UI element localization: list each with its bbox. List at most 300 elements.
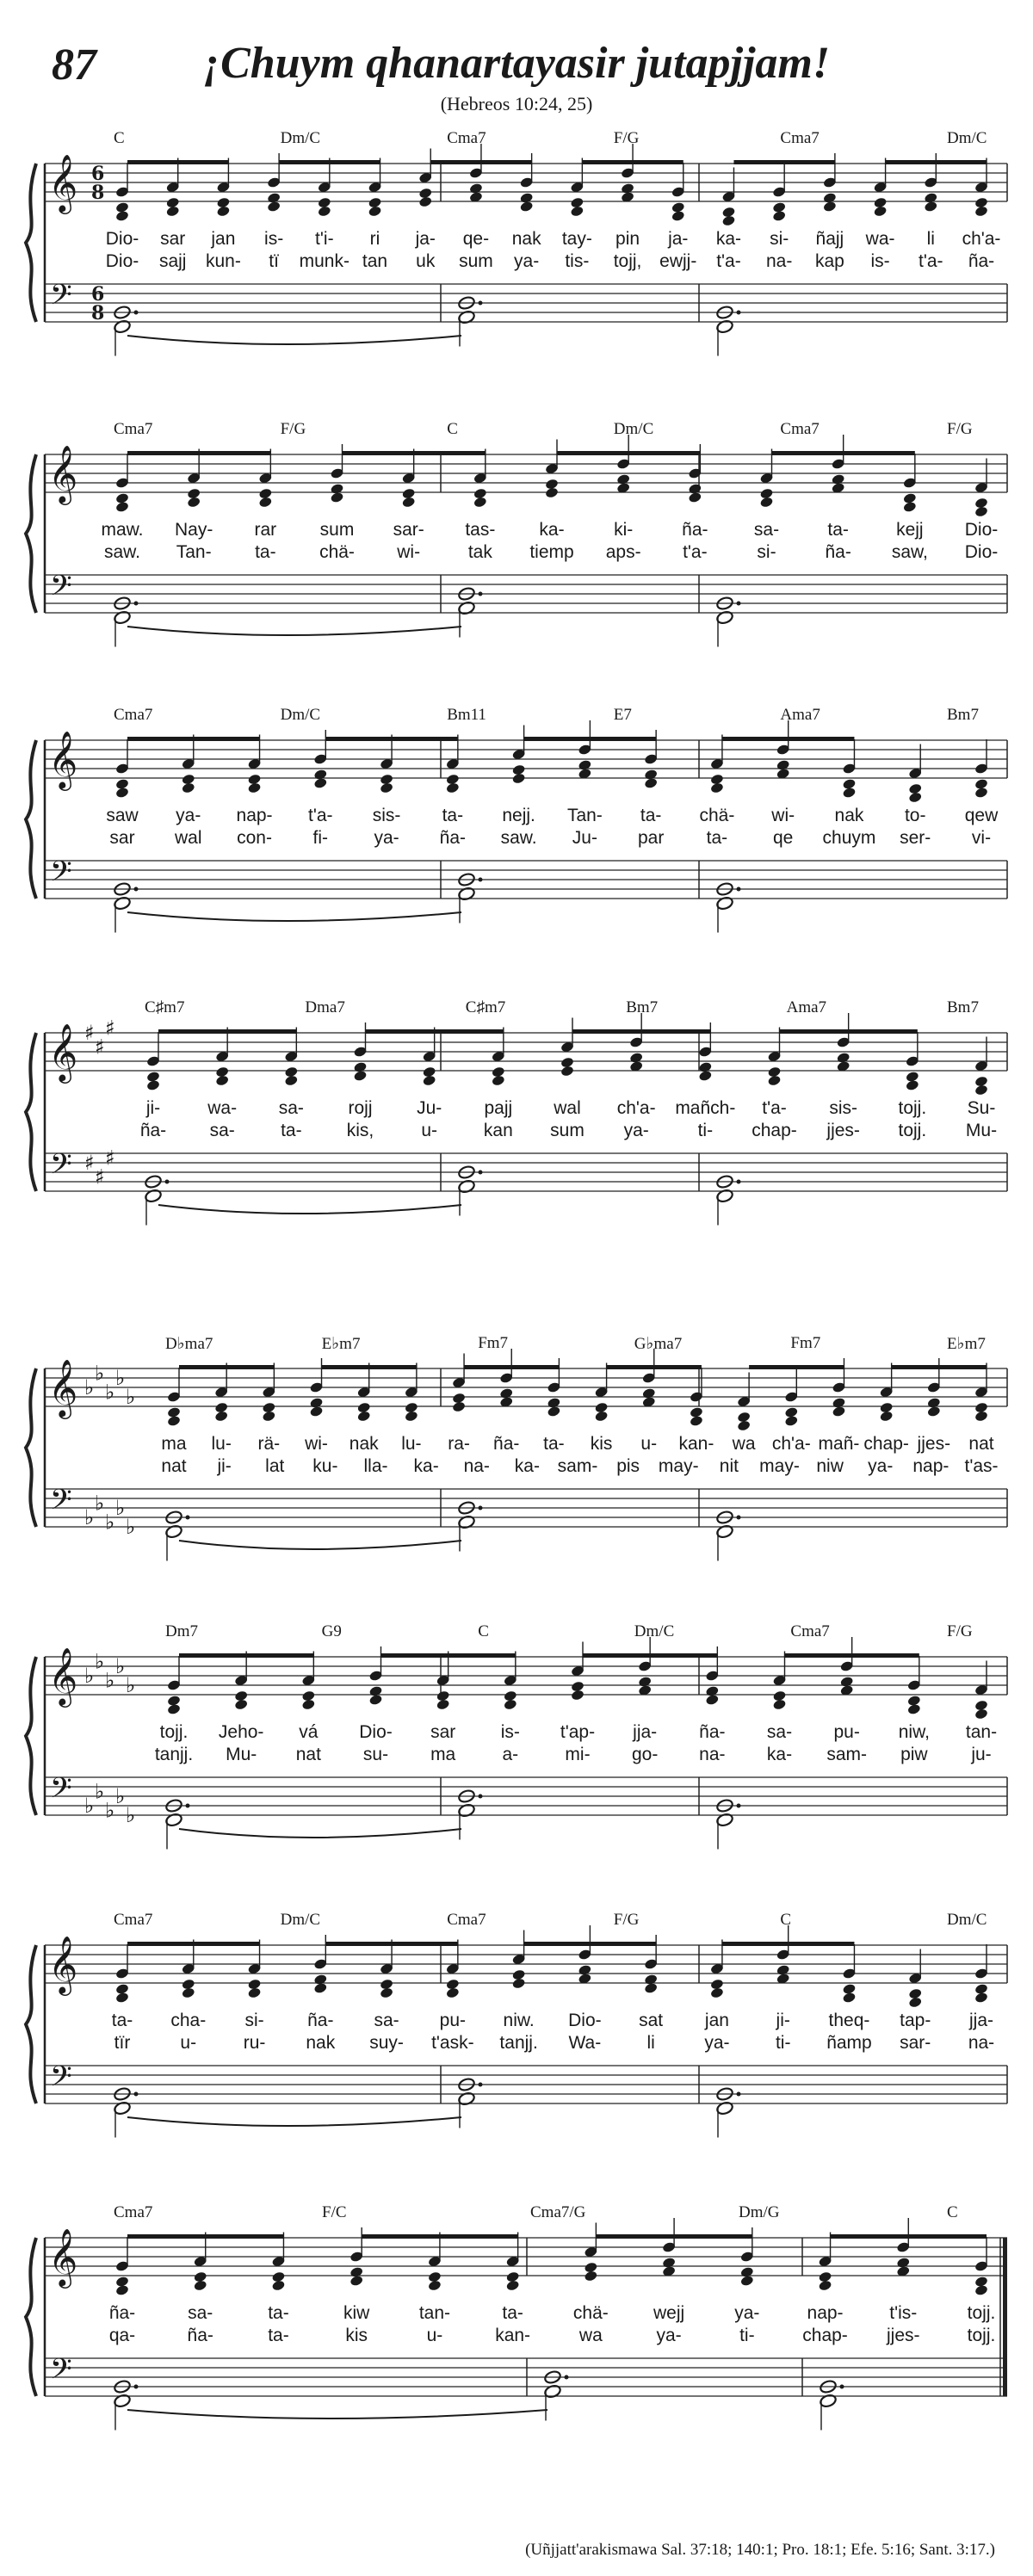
lyrics-verse-2: [45, 2326, 1007, 2351]
lyric-syllable: tojj,: [613, 251, 642, 271]
footnote: (Uñjjatt'arakismawa Sal. 37:18; 140:1; Pro. 18:1; Efe. 5:16; Sant. 3:17.): [525, 2541, 995, 2559]
music-system: [45, 998, 1007, 1214]
lyric-syllable: wa: [578, 2326, 603, 2345]
harmony-note: [879, 1410, 894, 1422]
lyric-syllable: wal: [554, 1098, 581, 1118]
lyrics-verse-2: [45, 1745, 1007, 1770]
lyric-syllable: ta-: [111, 2011, 133, 2030]
lyric-syllable: nat: [968, 1434, 994, 1454]
chord-symbol: F/G: [947, 1622, 973, 1640]
lyric-syllable: saw,: [891, 542, 928, 562]
chord-symbol: Cma7: [447, 1911, 486, 1929]
brace: [26, 2238, 36, 2396]
time-sig-bottom: 8: [91, 302, 105, 324]
harmony-note: [547, 1405, 561, 1418]
beam: [722, 1942, 855, 1946]
dot: [565, 2375, 569, 2380]
harmony-note: [644, 777, 659, 789]
harmony-note: [452, 1400, 467, 1412]
harmony-note: [842, 1992, 857, 2004]
lyric-syllable: ña-: [825, 542, 851, 562]
flat-sign: ♭: [105, 1668, 115, 1693]
bass-clef: 𝄢: [50, 570, 72, 609]
harmony-note: [721, 214, 736, 226]
harmony-note: [368, 1694, 383, 1706]
lyric-syllable: ña-: [187, 2326, 213, 2345]
chord-symbol: F/G: [613, 1911, 640, 1929]
lyric-syllable: ji-: [145, 1098, 161, 1118]
chord-symbol: Cma7: [780, 420, 820, 438]
lyric-syllable: t'a-: [308, 806, 333, 825]
chord-row: [45, 129, 1007, 158]
tie: [127, 2410, 547, 2418]
lyric-syllable: pin: [615, 229, 640, 249]
treble-clef: 𝄞: [48, 1022, 78, 1081]
chord-symbol: E♭m7: [321, 1335, 361, 1353]
hymn-title: ¡Chuym qhanartayasir jutapjjam!: [202, 39, 831, 88]
dot: [737, 1516, 741, 1520]
chord-symbol: Bm7: [947, 998, 979, 1016]
harmony-note: [903, 501, 918, 513]
lyric-syllable: cha-: [170, 2011, 207, 2030]
chord-symbol: Dm/C: [280, 1911, 321, 1929]
harmony-note: [313, 777, 328, 789]
lyric-syllable: wi-: [305, 1434, 328, 1454]
dot: [134, 2092, 139, 2097]
lyric-syllable: ya-: [734, 2303, 760, 2323]
sharp-sign: ♯: [95, 1035, 105, 1059]
treble-clef: 𝄞: [48, 1646, 78, 1705]
harmony-note: [115, 2284, 130, 2296]
lyric-syllable: Jeho-: [218, 1722, 264, 1742]
lyric-syllable: ya-: [623, 1121, 649, 1140]
flat-sign: ♭: [84, 1375, 95, 1399]
brace: [26, 1657, 36, 1815]
lyric-syllable: sa-: [766, 1722, 793, 1742]
dot: [737, 311, 741, 315]
lyric-syllable: si-: [757, 542, 776, 562]
lyric-syllable: aps-: [605, 542, 641, 562]
dot: [479, 1171, 483, 1175]
lyric-syllable: vi-: [971, 828, 992, 848]
lyric-syllable: pis: [616, 1456, 640, 1476]
flat-sign: ♭: [126, 1803, 136, 1827]
lyric-syllable: sa-: [753, 520, 780, 540]
lyric-syllable: niw,: [898, 1722, 930, 1742]
lyric-syllable: jjes-: [887, 2326, 920, 2345]
bass-clef: 𝄢: [50, 856, 72, 895]
harmony-note: [473, 496, 488, 508]
harmony-note: [146, 1079, 161, 1091]
lyric-syllable: tak: [467, 542, 492, 562]
harmony-note: [974, 2284, 989, 2296]
chord-row: [45, 420, 1007, 449]
harmony-note: [165, 205, 180, 217]
lyric-syllable: nap-: [807, 2303, 844, 2323]
beam: [785, 1653, 919, 1658]
lyric-syllable: qa-: [108, 2326, 136, 2345]
lyric-syllable: sa-: [209, 1121, 235, 1140]
chord-symbol: Dma7: [305, 998, 345, 1016]
lyric-syllable: ta-: [706, 828, 728, 848]
lyrics-verse-2: [45, 828, 1007, 854]
beam: [179, 1653, 313, 1658]
lyric-syllable: kis: [590, 1434, 613, 1454]
lyric-syllable: ku-: [312, 1456, 338, 1476]
treble-clef: 𝄞: [48, 730, 78, 788]
lyric-syllable: ña-: [139, 1121, 167, 1140]
lyric-syllable: li: [646, 2033, 655, 2053]
beam: [179, 1365, 274, 1369]
harmony-note: [214, 1410, 229, 1422]
lyric-syllable: qew: [964, 806, 999, 825]
flat-sign: ♭: [95, 1491, 105, 1516]
beam: [772, 451, 915, 455]
chord-symbol: C: [447, 420, 458, 438]
dot: [134, 311, 139, 315]
harmony-note: [313, 1982, 328, 1994]
lyric-syllable: kan: [483, 1121, 513, 1140]
lyric-syllable: Dio-: [105, 251, 139, 271]
harmony-note: [505, 2279, 520, 2291]
harmony-note: [446, 1986, 461, 1998]
lyric-syllable: theq-: [828, 2011, 870, 2030]
harmony-note: [422, 1074, 436, 1086]
lyric-syllable: mañ-: [818, 1434, 860, 1454]
lyric-syllable: tiemp: [529, 542, 574, 562]
harmony-note: [908, 791, 923, 803]
lyric-syllable: par: [637, 828, 665, 848]
lyric-syllable: tojj.: [967, 2303, 996, 2323]
lyric-syllable: is-: [870, 251, 890, 271]
beam: [524, 1942, 657, 1946]
lyric-syllable: sar-: [393, 520, 424, 540]
chord-symbol: Ama7: [786, 998, 827, 1016]
harmony-note: [380, 1986, 394, 1998]
brace: [26, 1368, 36, 1527]
harmony-note: [193, 2279, 207, 2291]
lyric-syllable: tan-: [965, 1722, 998, 1742]
harmony-note: [511, 1977, 526, 1989]
harmony-note: [504, 1698, 518, 1710]
harmony-note: [767, 1074, 782, 1086]
bass-clef: 𝄢: [50, 1772, 72, 1812]
lyric-syllable: t'a-: [683, 542, 708, 562]
lyric-syllable: ta-: [281, 1121, 302, 1140]
lyric-syllable: tis-: [565, 251, 590, 271]
lyric-syllable: tojj.: [898, 1121, 927, 1140]
dot: [479, 301, 483, 306]
lyric-syllable: sar-: [900, 2033, 931, 2053]
flat-sign: ♭: [84, 1794, 95, 1818]
lyric-syllable: ta-: [640, 806, 662, 825]
bass-clef: 𝄢: [50, 1484, 72, 1523]
harmony-note: [436, 1698, 450, 1710]
harmony-note: [924, 201, 938, 213]
flat-sign: ♭: [105, 1798, 115, 1823]
flat-sign: ♭: [84, 1505, 95, 1529]
lyric-syllable: ch'a-: [616, 1098, 656, 1118]
harmony-note: [401, 496, 416, 508]
harmony-note: [784, 1415, 799, 1427]
dot: [737, 1180, 741, 1184]
lyric-syllable: tojj.: [159, 1722, 189, 1742]
lyric-syllable: uk: [416, 251, 436, 271]
lyric-syllable: kejj: [896, 520, 924, 540]
lyric-syllable: ka-: [766, 1745, 793, 1764]
chord-symbol: Dm7: [165, 1622, 198, 1640]
lyric-syllable: qe: [773, 828, 794, 848]
lyric-syllable: pu-: [833, 1722, 860, 1742]
beam: [583, 1653, 717, 1658]
harmony-note: [710, 1986, 725, 1998]
harmony-note: [301, 1698, 316, 1710]
lyric-syllable: Dio-: [964, 542, 999, 562]
lyric-syllable: sar: [430, 1722, 456, 1742]
beam: [158, 1029, 296, 1034]
harmony-note: [560, 1065, 575, 1077]
harmony-note: [974, 1084, 989, 1096]
harmony-note: [267, 201, 281, 213]
lyric-syllable: kan-: [495, 2326, 531, 2345]
lyric-syllable: na-: [699, 1745, 726, 1764]
brace: [26, 1033, 36, 1191]
harmony-note: [115, 787, 130, 799]
chord-symbol: Dm/C: [613, 420, 654, 438]
lyric-syllable: kap: [814, 251, 844, 271]
beam: [572, 1029, 710, 1034]
lyric-syllable: ka-: [715, 229, 742, 249]
harmony-note: [247, 781, 262, 794]
lyric-syllable: is-: [264, 229, 284, 249]
harmony-note: [215, 1074, 230, 1086]
chord-symbol: C♯m7: [465, 998, 506, 1016]
brace: [26, 1945, 36, 2103]
lyric-syllable: nejj.: [502, 806, 535, 825]
lyric-syllable: Su-: [967, 1098, 996, 1118]
lyric-syllable: munk-: [299, 251, 349, 271]
dot: [186, 1804, 190, 1808]
lyric-syllable: jjes-: [826, 1121, 860, 1140]
lyric-syllable: sar: [109, 828, 135, 848]
harmony-note: [167, 1415, 182, 1427]
beam: [343, 451, 486, 455]
flat-sign: ♭: [95, 1779, 105, 1804]
lyric-syllable: tay-: [561, 229, 592, 249]
lyric-syllable: ma: [430, 1745, 456, 1764]
chord-symbol: F/G: [280, 420, 306, 438]
chord-symbol: Fm7: [478, 1334, 509, 1352]
tie: [158, 1205, 461, 1214]
harmony-note: [906, 1079, 920, 1091]
harmony-note: [330, 491, 344, 503]
chord-symbol: C: [478, 1622, 489, 1640]
chord-symbol: Bm7: [947, 706, 979, 724]
lyric-syllable: Ju-: [572, 828, 597, 848]
harmony-note: [594, 1410, 609, 1422]
harmony-note: [318, 205, 332, 217]
flat-sign: ♭: [126, 1385, 136, 1409]
beam: [780, 1029, 918, 1034]
harmony-note: [832, 1405, 846, 1418]
beam: [524, 737, 657, 741]
lyric-syllable: ch'a-: [771, 1434, 811, 1454]
beam: [892, 1365, 987, 1369]
lyric-syllable: sis-: [372, 806, 401, 825]
chord-symbol: Cma7: [780, 129, 820, 147]
flat-sign: ♭: [95, 1361, 105, 1386]
treble-clef: 𝄞: [48, 153, 78, 212]
lyric-syllable: na-: [463, 1456, 490, 1476]
chord-symbol: Dm/C: [280, 706, 321, 724]
lyric-syllable: lu-: [211, 1434, 232, 1454]
lyric-syllable: mi-: [565, 1745, 591, 1764]
flat-sign: ♭: [105, 1510, 115, 1535]
harmony-note: [353, 1070, 368, 1082]
chord-symbol: F/C: [322, 2203, 347, 2221]
lyric-syllable: ña-: [699, 1722, 726, 1742]
lyric-syllable: ta-: [502, 2303, 523, 2323]
lyric-syllable: wa-: [207, 1098, 238, 1118]
harmony-note: [380, 781, 394, 794]
chord-symbol: Dm/C: [634, 1622, 675, 1640]
music-system: [45, 1334, 1007, 1549]
chord-row: [45, 1622, 1007, 1652]
harmony-note: [511, 772, 526, 784]
lyric-syllable: ya-: [514, 251, 540, 271]
beam: [582, 160, 683, 164]
lyric-syllable: sa-: [278, 1098, 304, 1118]
lyric-syllable: t'is-: [889, 2303, 918, 2323]
lyric-syllable: may-: [759, 1456, 800, 1476]
flat-sign: ♭: [115, 1366, 126, 1390]
music-system: [45, 1622, 1007, 1838]
lyric-syllable: ka-: [514, 1456, 540, 1476]
chord-row: [45, 706, 1007, 735]
chord-row: [45, 2203, 1007, 2233]
lyric-syllable: ña-: [968, 251, 995, 271]
lyric-syllable: wi-: [397, 542, 421, 562]
brace: [26, 740, 36, 899]
lyric-syllable: chä-: [319, 542, 355, 562]
lyric-syllable: ya-: [656, 2326, 682, 2345]
dot: [134, 602, 139, 606]
lyric-syllable: kis: [345, 2326, 368, 2345]
lyric-syllable: chä-: [572, 2303, 609, 2323]
treble-clef: 𝄞: [48, 1358, 78, 1417]
harmony-note: [907, 1703, 922, 1715]
chord-symbol: C: [114, 129, 125, 147]
lyric-syllable: si-: [770, 229, 789, 249]
beam: [325, 1942, 458, 1946]
beam: [464, 1365, 559, 1369]
harmony-note: [405, 1410, 419, 1422]
lyrics-verse-2: [45, 2033, 1007, 2059]
harmony-note: [974, 1410, 989, 1422]
harmony-note: [823, 201, 838, 213]
dot: [737, 602, 741, 606]
music-system: [45, 706, 1007, 921]
flat-sign: ♭: [115, 1496, 126, 1520]
lyric-syllable: ñamp: [826, 2033, 872, 2053]
lyric-syllable: Mu-: [965, 1121, 998, 1140]
lyric-syllable: pu-: [439, 2011, 467, 2030]
music-system: [45, 420, 1007, 635]
lyric-syllable: jjes-: [917, 1434, 951, 1454]
lyrics-verse-2: [45, 1121, 1007, 1146]
lyric-syllable: nit: [719, 1456, 739, 1476]
harmony-note: [368, 205, 382, 217]
chord-symbol: Cma7: [114, 2203, 153, 2221]
dot: [479, 592, 483, 596]
harmony-note: [428, 2279, 442, 2291]
lyric-syllable: niw.: [503, 2011, 535, 2030]
harmony-note: [187, 496, 201, 508]
harmony-note: [710, 781, 725, 794]
chord-symbol: Bm11: [447, 706, 486, 724]
lyric-syllable: tap-: [900, 2011, 931, 2030]
harmony-note: [234, 1698, 249, 1710]
lyric-syllable: ji-: [776, 2011, 790, 2030]
chord-symbol: Bm7: [626, 998, 659, 1016]
beam: [381, 1653, 516, 1658]
lyric-syllable: li: [926, 229, 935, 249]
dot: [737, 1804, 741, 1808]
lyric-syllable: mañch-: [675, 1098, 736, 1118]
chord-symbol: F/G: [613, 129, 640, 147]
beam: [886, 160, 987, 164]
harmony-note: [115, 1992, 130, 2004]
beam: [322, 1365, 417, 1369]
harmony-note: [974, 505, 989, 517]
harmony-note: [698, 1070, 713, 1082]
harmony-note: [737, 1419, 752, 1431]
lyric-syllable: tïr: [114, 2033, 131, 2053]
lyric-syllable: sar: [160, 229, 186, 249]
lyric-syllable: ña-: [493, 1434, 520, 1454]
lyric-syllable: u-: [426, 2326, 443, 2345]
chord-symbol: Cma7/G: [530, 2203, 586, 2221]
music-system: [45, 129, 1007, 344]
chord-symbol: Cma7: [447, 129, 486, 147]
harmony-note: [571, 1689, 585, 1701]
lyric-syllable: saw.: [103, 542, 141, 562]
lyric-syllable: Tan-: [566, 806, 603, 825]
time-sig-top: 6: [91, 163, 105, 185]
flat-sign: ♭: [115, 1784, 126, 1808]
chord-symbol: Dm/G: [739, 2203, 780, 2221]
harmony-note: [247, 1986, 262, 1998]
beam: [127, 1942, 260, 1946]
lyric-syllable: sa-: [188, 2303, 213, 2323]
lyric-syllable: fi-: [312, 828, 329, 848]
harmony-note: [772, 210, 787, 222]
lyric-syllable: sam-: [557, 1456, 598, 1476]
lyric-syllable: rojj: [348, 1098, 373, 1118]
lyric-syllable: nak: [306, 2033, 336, 2053]
bass-clef: 𝄢: [50, 2353, 72, 2393]
tie: [127, 2117, 461, 2126]
lyric-syllable: wal: [175, 828, 202, 848]
lyric-syllable: pajj: [484, 1098, 513, 1118]
lyric-syllable: tï: [269, 251, 279, 271]
dot: [479, 878, 483, 882]
lyric-syllable: ta-: [268, 2303, 289, 2323]
chord-symbol: G♭ma7: [634, 1335, 683, 1353]
harmony-note: [690, 1415, 704, 1427]
chord-symbol: G9: [321, 1622, 342, 1640]
lyric-syllable: ka-: [539, 520, 565, 540]
